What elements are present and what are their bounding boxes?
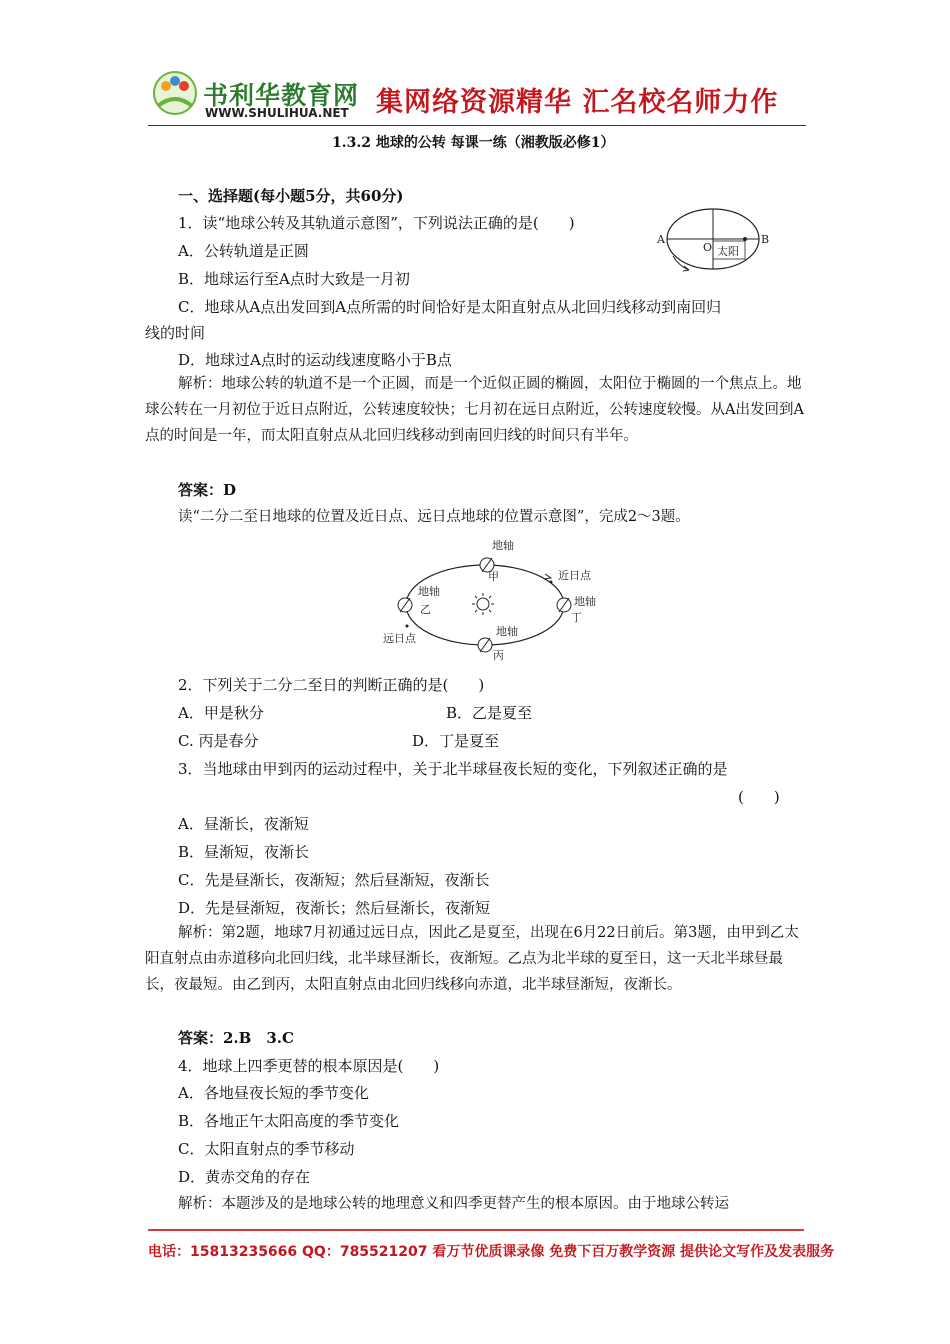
q2-option-a: A．甲是秋分 <box>178 704 264 722</box>
logo-url: WWW.SHULIHUA.NET <box>205 106 349 120</box>
q4-stem: 4．地球上四季更替的根本原因是( ) <box>178 1057 440 1075</box>
fig2-axis-right: 地轴 <box>574 595 596 608</box>
fig2-label-bing: 丙 <box>493 649 504 662</box>
q2-option-d: D．丁是夏至 <box>412 732 500 750</box>
q4-option-c: C．太阳直射点的季节移动 <box>178 1140 355 1158</box>
q3-option-c: C．先是昼渐长，夜渐短；然后昼渐短，夜渐长 <box>178 871 490 889</box>
q4-option-d: D．黄赤交角的存在 <box>178 1168 311 1186</box>
doc-title: 1.3.2 地球的公转 每课一练（湘教版必修1） <box>332 135 615 151</box>
sun-icon <box>472 593 494 615</box>
fig1-label-sun: 太阳 <box>717 245 739 258</box>
section-heading: 一、选择题(每小题5分，共60分) <box>178 187 404 205</box>
footer-divider <box>148 1229 804 1231</box>
logo-name: 书利华教育网 <box>203 81 360 110</box>
fig1-label-o: O <box>703 241 713 254</box>
q3-stem: 3．当地球由甲到丙的运动过程中，关于北半球昼夜长短的变化，下列叙述正确的是 <box>178 760 728 778</box>
intro-q2-3: 读“二分二至日地球的位置及近日点、远日点地球的位置示意图”，完成2～3题。 <box>178 509 690 525</box>
header-slogan: 集网络资源精华 汇名校名师力作 <box>376 87 779 118</box>
footer-contact: 电话：15813235666 QQ：785521207 看万节优质课录像 免费下百万教学资源 提供论文写作及发表服务 <box>148 1244 835 1260</box>
q1-option-d: D．地球过A点时的运动线速度略小于B点 <box>178 351 452 369</box>
logo-icon <box>150 70 200 116</box>
q4-option-a: A．各地昼夜长短的季节变化 <box>178 1084 369 1102</box>
header-divider <box>148 125 806 126</box>
orbit-figure-1 <box>655 204 775 276</box>
q2-option-b: B．乙是夏至 <box>446 704 533 722</box>
fig2-perihelion: 近日点 <box>558 569 591 582</box>
fig2-axis-top: 地轴 <box>492 539 514 552</box>
fig2-axis-bottom: 地轴 <box>496 625 518 638</box>
q3-answer: 答案：2.B 3.C <box>178 1029 294 1047</box>
q3-option-a: A．昼渐长，夜渐短 <box>178 815 309 833</box>
q1-option-b: B．地球运行至A点时大致是一月初 <box>178 270 410 288</box>
fig2-axis-left: 地轴 <box>418 585 440 598</box>
q3-paren: ( ) <box>738 788 780 806</box>
q1-option-a: A．公转轨道是正圆 <box>178 242 309 260</box>
fig2-aphelion: 远日点 <box>383 632 416 645</box>
q3-analysis: 解析：第2题，地球7月初通过远日点，因此乙是夏至，出现在6月22日前后。第3题，由甲到乙太阳直射点由赤道移向北回归线，北半球昼渐长，夜渐短。乙点为北半球的夏至日，这一天北半球昼最长，夜最短。由乙到丙，太阳直射点由北回归线移向赤道，北半球昼渐短，夜渐长。 <box>145 925 799 993</box>
q1-option-c-cont: 线的时间 <box>145 324 206 342</box>
q3-option-b: B．昼渐短，夜渐长 <box>178 843 310 861</box>
fig1-label-b: B <box>761 233 770 246</box>
q1-stem: 1．读“地球公转及其轨道示意图”，下列说法正确的是( ) <box>178 214 575 232</box>
q4-analysis: 解析：本题涉及的是地球公转的地理意义和四季更替产生的根本原因。由于地球公转运 <box>178 1196 729 1212</box>
q2-stem: 2．下列关于二分二至日的判断正确的是( ) <box>178 676 485 694</box>
q1-option-c: C．地球从A点出发回到A点所需的时间恰好是太阳直射点从北回归线移动到南回归 <box>178 298 722 316</box>
q1-analysis: 解析：地球公转的轨道不是一个正圆，而是一个近似正圆的椭圆，太阳位于椭圆的一个焦点上。地球公转在一月初位于近日点附近，公转速度较快；七月初在远日点附近，公转速度较慢。从A出发回到A点的时间是一年，而太阳直射点从北回归线移动到南回归线的时间只有半年。 <box>145 376 804 444</box>
orbit-figure-2 <box>375 536 615 664</box>
q2-option-c: C. 丙是春分 <box>178 732 259 750</box>
q3-option-d: D．先是昼渐短，夜渐长；然后昼渐长，夜渐短 <box>178 899 491 917</box>
fig2-label-ding: 丁 <box>571 611 582 624</box>
fig2-label-yi: 乙 <box>420 603 431 616</box>
fig2-label-jia: 甲 <box>488 570 499 583</box>
q1-answer: 答案：D <box>178 481 237 499</box>
q4-option-b: B．各地正午太阳高度的季节变化 <box>178 1112 400 1130</box>
fig1-label-a: A <box>657 233 665 246</box>
